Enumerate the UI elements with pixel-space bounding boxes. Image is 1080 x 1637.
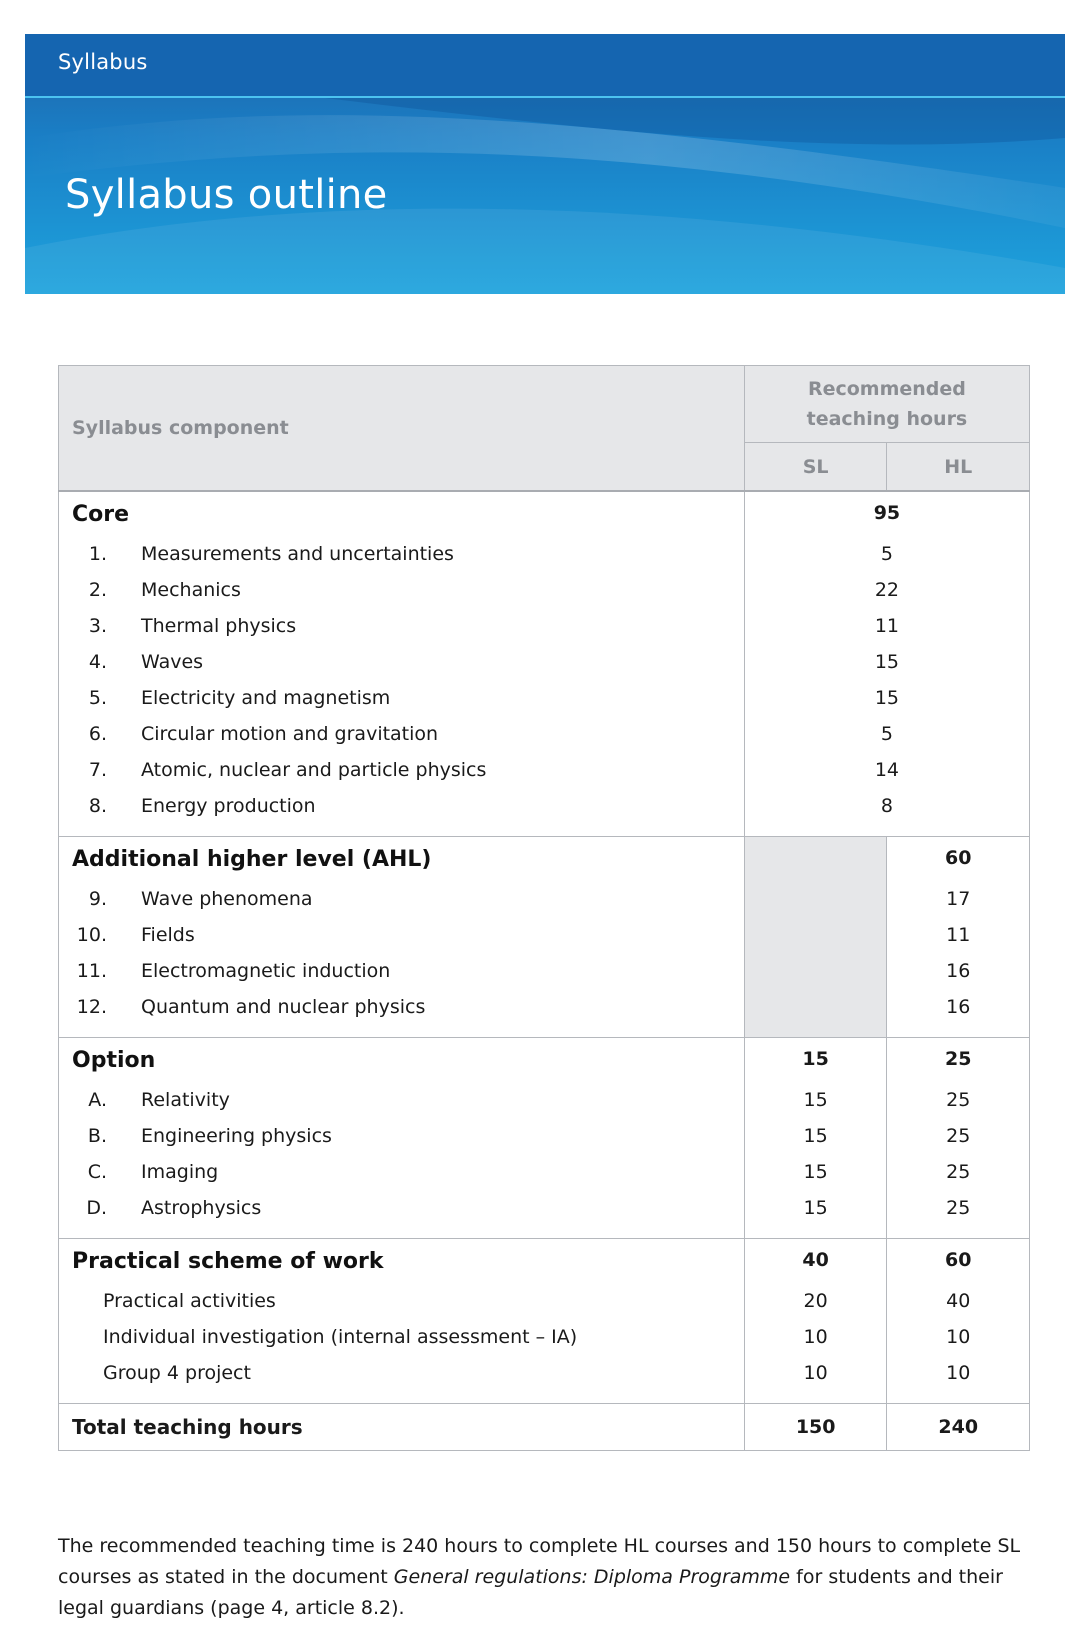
table-row: [59, 536, 1030, 572]
option-letter: B.: [87, 1125, 107, 1147]
option-name: Astrophysics: [141, 1197, 262, 1219]
topic-name: Waves: [141, 651, 204, 673]
ahl-hl-total: 60: [887, 837, 1030, 882]
table-row: [59, 644, 1030, 680]
page-title: Syllabus outline: [65, 172, 388, 218]
banner-top-strip: [25, 34, 1065, 98]
table-row: [59, 680, 1030, 716]
topic-hours: 5: [744, 536, 1029, 572]
table-row: [59, 917, 1030, 953]
topic-number: 4.: [88, 651, 107, 673]
practical-sl-hours: 10: [744, 1319, 887, 1355]
table-row: [59, 1355, 1030, 1391]
topic-name: Measurements and uncertainties: [141, 543, 454, 565]
option-hl-hours: 25: [887, 1154, 1030, 1190]
table-row: [59, 1283, 1030, 1319]
topic-hours: 22: [744, 572, 1029, 608]
footnote: [58, 1531, 1033, 1624]
topic-number: 2.: [88, 579, 107, 601]
topic-hl-hours: 17: [887, 881, 1030, 917]
topic-hours: 5: [744, 716, 1029, 752]
table-row: [59, 752, 1030, 788]
option-name: Relativity: [141, 1089, 230, 1111]
topic-hl-hours: 11: [887, 917, 1030, 953]
option-sl-hours: 15: [744, 1082, 887, 1118]
option-sl-total: 15: [744, 1038, 887, 1083]
topic-name: Mechanics: [141, 579, 241, 601]
core-title-row: [59, 491, 1030, 536]
topic-hours: 14: [744, 752, 1029, 788]
total-hl: 240: [887, 1404, 1030, 1451]
option-name: Engineering physics: [141, 1125, 332, 1147]
topic-hours: 15: [744, 680, 1029, 716]
topic-name: Quantum and nuclear physics: [141, 996, 426, 1018]
option-title: Option: [59, 1038, 745, 1083]
table-row: [59, 608, 1030, 644]
ahl-title: Additional higher level (AHL): [59, 837, 745, 882]
topic-number: 6.: [88, 723, 107, 745]
practical-title: Practical scheme of work: [59, 1239, 745, 1284]
ahl-title-row: [59, 837, 1030, 882]
col-header-recommended-line2: teaching hours: [806, 408, 968, 430]
topic-number: 10.: [76, 924, 107, 946]
col-header-hl: HL: [887, 443, 1030, 492]
option-letter: C.: [87, 1161, 107, 1183]
topic-hl-hours: 16: [887, 953, 1030, 989]
option-name: Imaging: [141, 1161, 219, 1183]
topic-number: 9.: [88, 888, 107, 910]
topic-name: Fields: [141, 924, 195, 946]
table-row: [59, 572, 1030, 608]
section-label: Syllabus: [58, 50, 148, 74]
header-banner: [25, 34, 1065, 294]
option-title-row: [59, 1038, 1030, 1083]
practical-item-name: Practical activities: [103, 1290, 276, 1312]
practical-item-name: Individual investigation (internal assessment – IA): [103, 1326, 578, 1348]
table-row: [59, 716, 1030, 752]
table-row: [59, 881, 1030, 917]
option-hl-hours: 25: [887, 1190, 1030, 1226]
practical-sl-hours: 10: [744, 1355, 887, 1391]
topic-hl-hours: 16: [887, 989, 1030, 1025]
footnote-doc-title: General regulations: Diploma Programme: [393, 1566, 791, 1588]
topic-name: Electromagnetic induction: [141, 960, 391, 982]
core-title: Core: [59, 491, 745, 536]
option-sl-hours: 15: [744, 1154, 887, 1190]
col-header-component: Syllabus component: [59, 366, 745, 492]
core-total: 95: [744, 491, 1029, 536]
option-hl-hours: 25: [887, 1082, 1030, 1118]
option-letter: D.: [86, 1197, 107, 1219]
footnote-text-2: for students and their legal guardians (page 4, article 8.2).: [58, 1566, 1003, 1619]
table-row: [59, 989, 1030, 1025]
table-row: [59, 1319, 1030, 1355]
option-hl-total: 25: [887, 1038, 1030, 1083]
practical-hl-hours: 10: [887, 1319, 1030, 1355]
ahl-sl-empty: [744, 837, 887, 882]
practical-item-name: Group 4 project: [103, 1362, 251, 1384]
topic-number: 5.: [88, 687, 107, 709]
practical-sl-hours: 20: [744, 1283, 887, 1319]
topic-hours: 8: [744, 788, 1029, 824]
table-row: [59, 1082, 1030, 1118]
practical-hl-hours: 10: [887, 1355, 1030, 1391]
total-sl: 150: [744, 1404, 887, 1451]
practical-sl-total: 40: [744, 1239, 887, 1284]
topic-number: 8.: [88, 795, 107, 817]
col-header-recommended: [744, 366, 1029, 443]
topic-name: Atomic, nuclear and particle physics: [141, 759, 487, 781]
topic-number: 7.: [88, 759, 107, 781]
option-sl-hours: 15: [744, 1190, 887, 1226]
topic-hours: 11: [744, 608, 1029, 644]
total-row: [59, 1404, 1030, 1451]
topic-name: Wave phenomena: [141, 888, 313, 910]
option-hl-hours: 25: [887, 1118, 1030, 1154]
topic-name: Energy production: [141, 795, 316, 817]
table-row: [59, 788, 1030, 824]
topic-number: 11.: [76, 960, 107, 982]
total-label: Total teaching hours: [59, 1404, 745, 1451]
topic-hours: 15: [744, 644, 1029, 680]
practical-hl-hours: 40: [887, 1283, 1030, 1319]
table-row: [59, 953, 1030, 989]
table-row: [59, 1118, 1030, 1154]
topic-number: 1.: [88, 543, 107, 565]
col-header-sl: SL: [744, 443, 887, 492]
table-row: [59, 1190, 1030, 1226]
practical-title-row: [59, 1239, 1030, 1284]
syllabus-outline-table: [58, 365, 1030, 1451]
topic-number: 3.: [88, 615, 107, 637]
topic-number: 12.: [76, 996, 107, 1018]
practical-hl-total: 60: [887, 1239, 1030, 1284]
option-letter: A.: [88, 1089, 107, 1111]
footnote-text-1: The recommended teaching time is 240 hours to complete HL courses and 150 hours to complete SL courses as stated in the document: [58, 1535, 1021, 1588]
col-header-recommended-line1: Recommended: [807, 378, 966, 400]
topic-name: Circular motion and gravitation: [141, 723, 439, 745]
table-row: [59, 1154, 1030, 1190]
topic-name: Thermal physics: [141, 615, 297, 637]
topic-name: Electricity and magnetism: [141, 687, 391, 709]
option-sl-hours: 15: [744, 1118, 887, 1154]
